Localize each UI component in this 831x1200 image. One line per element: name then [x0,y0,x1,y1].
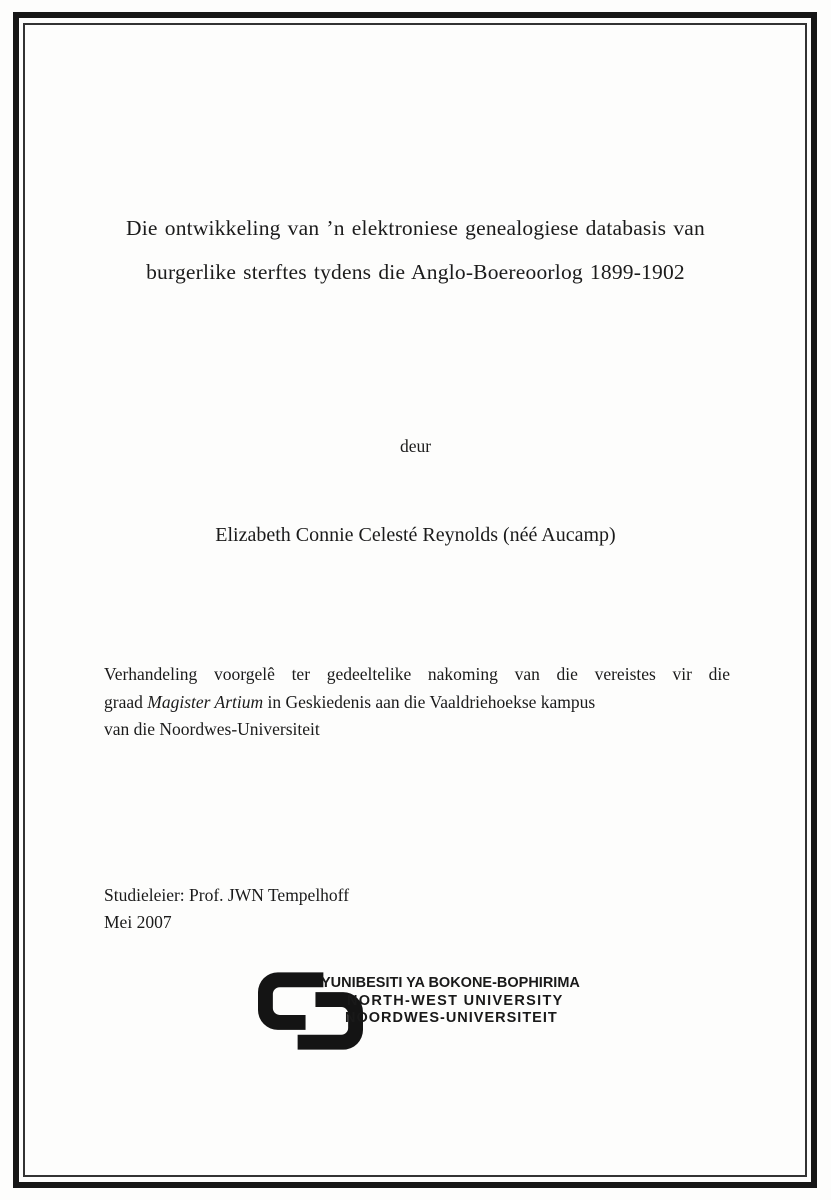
degree-name-italic: Magister Artium [147,691,264,712]
university-logo-text [321,975,580,1028]
submission-line2 [104,689,730,717]
submission-line3: van die Noordwes-Universiteit [104,719,320,739]
byline-deur: deur [399,436,432,456]
submission-line2-post: in Geskiedenis aan die Vaaldriehoekse kampus [263,691,596,712]
thesis-title-line1: Die ontwikkeling van ’n elektroniese genealogiese databasis van [126,216,705,240]
logo-text-setswana: YUNIBESITI YA BOKONE-BOPHIRIMA [321,975,580,991]
submission-statement [104,661,730,744]
thesis-title [50,206,781,294]
university-logo [258,971,588,1053]
logo-text-afrikaans: NOORDWES-UNIVERSITEIT [345,1010,558,1026]
date-line: Mei 2007 [104,912,172,932]
author-name: Elizabeth Connie Celesté Reynolds (néé Aucamp) [215,524,616,546]
submission-line1: Verhandeling voorgelê ter gedeeltelike nakoming van die vereistes vir die [104,664,730,684]
supervisor-and-date [104,882,349,936]
thesis-title-line2: burgerlike sterftes tydens die Anglo-Boereoorlog 1899-1902 [146,260,685,284]
supervisor-line: Studieleier: Prof. JWN Tempelhoff [104,885,350,905]
logo-text-english: NORTH-WEST UNIVERSITY [347,992,564,1009]
submission-line2-pre: graad [104,691,148,712]
